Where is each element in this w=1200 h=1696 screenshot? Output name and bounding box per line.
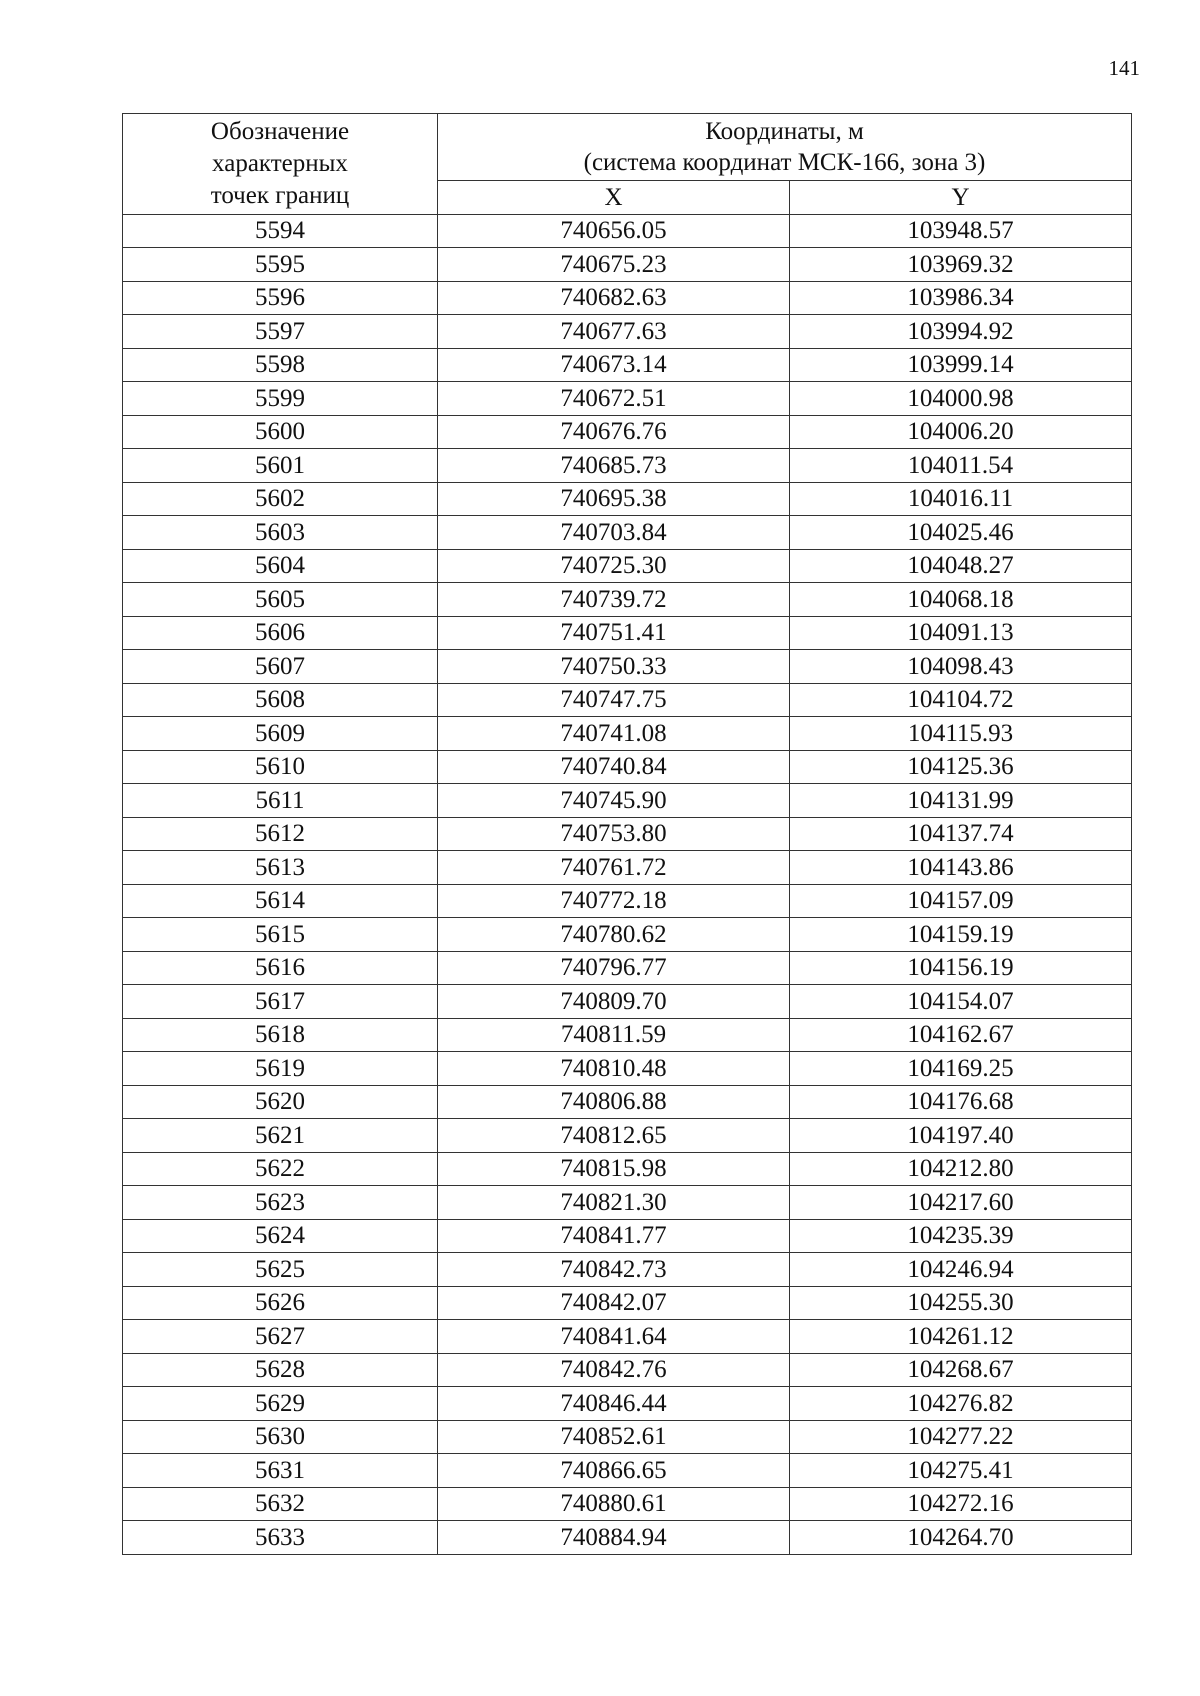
- point-id-cell: 5611: [123, 784, 438, 818]
- y-coordinate-cell: 104162.67: [790, 1018, 1132, 1052]
- table-row: [123, 650, 1132, 684]
- y-coordinate-cell: 104275.41: [790, 1454, 1132, 1488]
- x-coordinate-cell: 740725.30: [438, 549, 790, 583]
- point-id-cell: 5610: [123, 750, 438, 784]
- x-coordinate-cell: 740676.76: [438, 415, 790, 449]
- table-row: [123, 918, 1132, 952]
- table-row: [123, 683, 1132, 717]
- table-row: [123, 851, 1132, 885]
- y-coordinate-cell: 104159.19: [790, 918, 1132, 952]
- y-coordinate-cell: 104246.94: [790, 1253, 1132, 1287]
- point-id-cell: 5599: [123, 382, 438, 416]
- y-coordinate-cell: 104272.16: [790, 1487, 1132, 1521]
- y-coordinate-cell: 104125.36: [790, 750, 1132, 784]
- y-coordinate-cell: 104235.39: [790, 1219, 1132, 1253]
- table-row: [123, 1521, 1132, 1555]
- x-coordinate-cell: 740880.61: [438, 1487, 790, 1521]
- point-id-cell: 5624: [123, 1219, 438, 1253]
- table-row: [123, 449, 1132, 483]
- coordinates-header: [438, 114, 1132, 181]
- y-coordinate-cell: 103948.57: [790, 214, 1132, 248]
- y-coordinate-cell: 103994.92: [790, 315, 1132, 349]
- table-row: [123, 248, 1132, 282]
- y-coordinate-cell: 104176.68: [790, 1085, 1132, 1119]
- y-coordinate-cell: 104268.67: [790, 1353, 1132, 1387]
- x-coordinate-cell: 740772.18: [438, 884, 790, 918]
- x-coordinate-cell: 740753.80: [438, 817, 790, 851]
- point-id-cell: 5613: [123, 851, 438, 885]
- x-coordinate-cell: 740750.33: [438, 650, 790, 684]
- x-coordinate-cell: 740815.98: [438, 1152, 790, 1186]
- table-row: [123, 951, 1132, 985]
- point-id-cell: 5620: [123, 1085, 438, 1119]
- y-coordinate-cell: 104048.27: [790, 549, 1132, 583]
- table-row: [123, 281, 1132, 315]
- x-coordinate-cell: 740740.84: [438, 750, 790, 784]
- point-id-cell: 5631: [123, 1454, 438, 1488]
- x-coordinate-cell: 740852.61: [438, 1420, 790, 1454]
- x-coordinate-cell: 740685.73: [438, 449, 790, 483]
- x-coordinate-cell: 740761.72: [438, 851, 790, 885]
- y-coordinate-cell: 104277.22: [790, 1420, 1132, 1454]
- y-coordinate-cell: 104143.86: [790, 851, 1132, 885]
- y-coordinate-cell: 104169.25: [790, 1052, 1132, 1086]
- x-coordinate-cell: 740842.07: [438, 1286, 790, 1320]
- table-row: [123, 1186, 1132, 1220]
- point-id-cell: 5607: [123, 650, 438, 684]
- y-coordinate-cell: 104091.13: [790, 616, 1132, 650]
- y-coordinate-cell: 104264.70: [790, 1521, 1132, 1555]
- y-coordinate-cell: 104154.07: [790, 985, 1132, 1019]
- y-coordinate-cell: 104261.12: [790, 1320, 1132, 1354]
- designation-header: [123, 114, 438, 215]
- x-coordinate-cell: 740682.63: [438, 281, 790, 315]
- x-coordinate-cell: 740673.14: [438, 348, 790, 382]
- y-coordinate-cell: 104156.19: [790, 951, 1132, 985]
- point-id-cell: 5604: [123, 549, 438, 583]
- x-coordinate-cell: 740842.76: [438, 1353, 790, 1387]
- x-coordinate-cell: 740821.30: [438, 1186, 790, 1220]
- point-id-cell: 5609: [123, 717, 438, 751]
- table-row: [123, 415, 1132, 449]
- y-coordinate-cell: 104157.09: [790, 884, 1132, 918]
- x-coordinate-cell: 740747.75: [438, 683, 790, 717]
- x-coordinate-cell: 740780.62: [438, 918, 790, 952]
- table-row: [123, 1052, 1132, 1086]
- x-coordinate-cell: 740810.48: [438, 1052, 790, 1086]
- point-id-cell: 5625: [123, 1253, 438, 1287]
- designation-header-line3: точек границ: [210, 181, 350, 209]
- table-row: [123, 516, 1132, 550]
- table-row: [123, 750, 1132, 784]
- x-coordinate-cell: 740796.77: [438, 951, 790, 985]
- point-id-cell: 5616: [123, 951, 438, 985]
- table-body: [123, 214, 1132, 1554]
- point-id-cell: 5605: [123, 583, 438, 617]
- y-coordinate-cell: 104016.11: [790, 482, 1132, 516]
- y-coordinate-cell: 103969.32: [790, 248, 1132, 282]
- x-coordinate-cell: 740703.84: [438, 516, 790, 550]
- x-coordinate-cell: 740672.51: [438, 382, 790, 416]
- x-coordinate-cell: 740842.73: [438, 1253, 790, 1287]
- x-coordinate-cell: 740846.44: [438, 1387, 790, 1421]
- point-id-cell: 5628: [123, 1353, 438, 1387]
- y-coordinate-cell: 104011.54: [790, 449, 1132, 483]
- table-row: [123, 214, 1132, 248]
- point-id-cell: 5597: [123, 315, 438, 349]
- x-coordinate-cell: 740866.65: [438, 1454, 790, 1488]
- table-row: [123, 817, 1132, 851]
- y-coordinate-cell: 104276.82: [790, 1387, 1132, 1421]
- y-coordinate-cell: 104098.43: [790, 650, 1132, 684]
- table-row: [123, 549, 1132, 583]
- point-id-cell: 5608: [123, 683, 438, 717]
- x-coordinate-cell: 740812.65: [438, 1119, 790, 1153]
- x-coordinate-cell: 740656.05: [438, 214, 790, 248]
- x-coordinate-cell: 740695.38: [438, 482, 790, 516]
- point-id-cell: 5632: [123, 1487, 438, 1521]
- point-id-cell: 5606: [123, 616, 438, 650]
- y-coordinate-cell: 104217.60: [790, 1186, 1132, 1220]
- table-row: [123, 482, 1132, 516]
- point-id-cell: 5617: [123, 985, 438, 1019]
- table-row: [123, 382, 1132, 416]
- y-coordinate-cell: 104212.80: [790, 1152, 1132, 1186]
- table-row: [123, 1487, 1132, 1521]
- point-id-cell: 5596: [123, 281, 438, 315]
- table-row: [123, 583, 1132, 617]
- y-coordinate-cell: 103999.14: [790, 348, 1132, 382]
- point-id-cell: 5614: [123, 884, 438, 918]
- y-coordinate-cell: 104115.93: [790, 717, 1132, 751]
- table-row: [123, 784, 1132, 818]
- x-coordinate-cell: 740745.90: [438, 784, 790, 818]
- point-id-cell: 5612: [123, 817, 438, 851]
- table-row: [123, 1085, 1132, 1119]
- table-row: [123, 1219, 1132, 1253]
- coordinates-table: [122, 113, 1132, 1555]
- table-row: [123, 985, 1132, 1019]
- table-row: [123, 1119, 1132, 1153]
- point-id-cell: 5619: [123, 1052, 438, 1086]
- point-id-cell: 5594: [123, 214, 438, 248]
- x-coordinate-cell: 740841.77: [438, 1219, 790, 1253]
- coordinates-header-line2: (система координат МСК-166, зона 3): [583, 149, 986, 176]
- x-coordinate-cell: 740809.70: [438, 985, 790, 1019]
- y-coordinate-cell: 104137.74: [790, 817, 1132, 851]
- table-row: [123, 1286, 1132, 1320]
- point-id-cell: 5626: [123, 1286, 438, 1320]
- point-id-cell: 5603: [123, 516, 438, 550]
- y-coordinate-cell: 104025.46: [790, 516, 1132, 550]
- x-column-header: X: [438, 181, 790, 215]
- x-coordinate-cell: 740677.63: [438, 315, 790, 349]
- point-id-cell: 5633: [123, 1521, 438, 1555]
- y-coordinate-cell: 104068.18: [790, 583, 1132, 617]
- y-coordinate-cell: 104255.30: [790, 1286, 1132, 1320]
- x-coordinate-cell: 740841.64: [438, 1320, 790, 1354]
- x-coordinate-cell: 740675.23: [438, 248, 790, 282]
- x-coordinate-cell: 740741.08: [438, 717, 790, 751]
- table-row: [123, 1454, 1132, 1488]
- table-row: [123, 1253, 1132, 1287]
- point-id-cell: 5601: [123, 449, 438, 483]
- designation-header-line2: характерных: [212, 149, 348, 177]
- y-coordinate-cell: 104104.72: [790, 683, 1132, 717]
- y-coordinate-cell: 103986.34: [790, 281, 1132, 315]
- y-coordinate-cell: 104197.40: [790, 1119, 1132, 1153]
- table-header: [123, 114, 1132, 215]
- table-row: [123, 1387, 1132, 1421]
- table-row: [123, 1152, 1132, 1186]
- point-id-cell: 5615: [123, 918, 438, 952]
- designation-header-line1: Обозначение: [210, 117, 350, 145]
- x-coordinate-cell: 740806.88: [438, 1085, 790, 1119]
- point-id-cell: 5595: [123, 248, 438, 282]
- x-coordinate-cell: 740739.72: [438, 583, 790, 617]
- point-id-cell: 5630: [123, 1420, 438, 1454]
- table-row: [123, 1420, 1132, 1454]
- x-coordinate-cell: 740811.59: [438, 1018, 790, 1052]
- table-row: [123, 348, 1132, 382]
- x-coordinate-cell: 740884.94: [438, 1521, 790, 1555]
- x-coordinate-cell: 740751.41: [438, 616, 790, 650]
- table-row: [123, 884, 1132, 918]
- table-row: [123, 717, 1132, 751]
- coordinates-header-line1: Координаты, м: [705, 118, 864, 145]
- table-row: [123, 1320, 1132, 1354]
- point-id-cell: 5598: [123, 348, 438, 382]
- point-id-cell: 5629: [123, 1387, 438, 1421]
- point-id-cell: 5602: [123, 482, 438, 516]
- point-id-cell: 5623: [123, 1186, 438, 1220]
- point-id-cell: 5622: [123, 1152, 438, 1186]
- page-number: 141: [1108, 56, 1140, 80]
- y-coordinate-cell: 104000.98: [790, 382, 1132, 416]
- y-coordinate-cell: 104006.20: [790, 415, 1132, 449]
- table-row: [123, 1353, 1132, 1387]
- table-row: [123, 315, 1132, 349]
- table-row: [123, 1018, 1132, 1052]
- point-id-cell: 5618: [123, 1018, 438, 1052]
- point-id-cell: 5621: [123, 1119, 438, 1153]
- y-column-header: Y: [790, 181, 1132, 215]
- point-id-cell: 5600: [123, 415, 438, 449]
- point-id-cell: 5627: [123, 1320, 438, 1354]
- y-coordinate-cell: 104131.99: [790, 784, 1132, 818]
- table-row: [123, 616, 1132, 650]
